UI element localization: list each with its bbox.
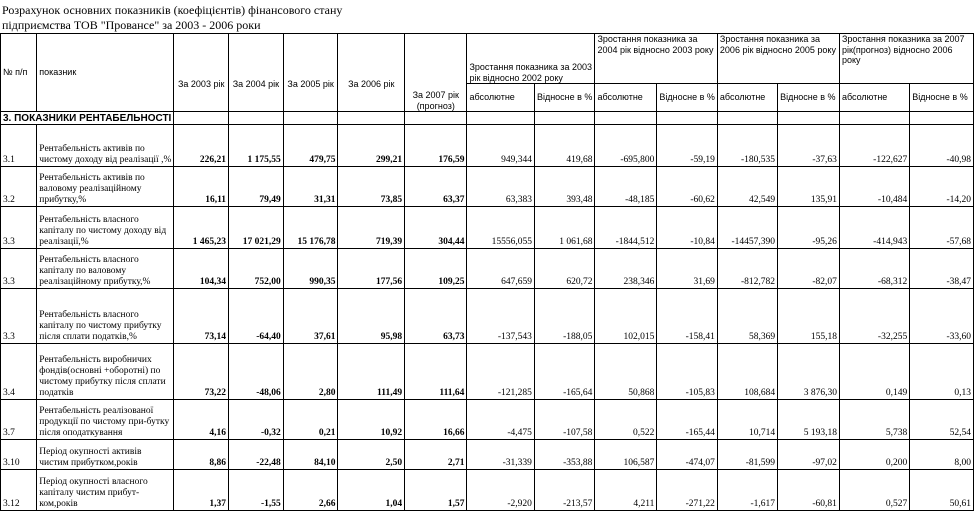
header-growth-2006-vs-2005: Зростання показника за 2006 рік відносно 2005 року (717, 34, 839, 84)
year-value: 479,75 (283, 125, 338, 167)
growth-value: -60,81 (778, 470, 840, 511)
row-number: 3.3 (1, 289, 37, 344)
table-row (1, 125, 974, 167)
growth-value: 620,72 (534, 249, 595, 289)
growth-value: -122,627 (839, 125, 909, 167)
year-value: 109,25 (405, 249, 467, 289)
indicator-name: Рентабельність активів по валовому реалізаційному прибутку,% (37, 167, 174, 207)
section-title: 3. ПОКАЗНИКИ РЕНТАБЕЛЬНОСТІ (1, 112, 174, 125)
year-value: 990,35 (283, 249, 338, 289)
year-value: 304,44 (405, 207, 467, 249)
year-value: 73,85 (338, 167, 405, 207)
growth-value: -57,68 (910, 207, 974, 249)
header-absolute: абсолютне (467, 84, 535, 112)
indicator-name: Рентабельність виробничих фондів(основні +оборотні) по чистому прибутку після сплати податків (37, 344, 174, 400)
growth-value: 0,149 (839, 344, 909, 400)
growth-value: 31,69 (657, 249, 718, 289)
growth-value: -812,782 (717, 249, 777, 289)
indicator-name: Рентабельність реалізованої продукції по чистому при-бутку після оподаткування (37, 400, 174, 440)
year-value: 104,34 (174, 249, 229, 289)
growth-value: -105,83 (657, 344, 718, 400)
growth-value: 3 876,30 (778, 344, 840, 400)
growth-value: 5 193,18 (778, 400, 840, 440)
indicator-name: Рентабельність власного капіталу по чистому доходу від реалізації,% (37, 207, 174, 249)
growth-value: 10,714 (717, 400, 777, 440)
growth-value: -10,84 (657, 207, 718, 249)
year-value: 10,92 (338, 400, 405, 440)
growth-value: -353,88 (534, 440, 595, 470)
growth-value: 0,522 (595, 400, 657, 440)
year-value: 16,11 (174, 167, 229, 207)
growth-value: -4,475 (467, 400, 535, 440)
table-row (1, 400, 974, 440)
growth-value: 135,91 (778, 167, 840, 207)
year-value: -22,48 (229, 440, 284, 470)
year-value: 4,16 (174, 400, 229, 440)
year-value: 111,49 (338, 344, 405, 400)
year-value: 1 465,23 (174, 207, 229, 249)
year-value: 111,64 (405, 344, 467, 400)
header-absolute: абсолютне (595, 84, 657, 112)
header-no: № п/п (1, 34, 37, 112)
growth-value: -474,07 (657, 440, 718, 470)
header-growth-2004-vs-2003: Зростання показника за 2004 рік відносно 2003 року (595, 34, 717, 84)
growth-value: -188,05 (534, 289, 595, 344)
growth-value: -31,339 (467, 440, 535, 470)
table-row (1, 470, 974, 511)
growth-value: -2,920 (467, 470, 535, 511)
growth-value: -414,943 (839, 207, 909, 249)
year-value: 0,21 (283, 400, 338, 440)
growth-value: -137,543 (467, 289, 535, 344)
row-number: 3.1 (1, 125, 37, 167)
row-number: 3.10 (1, 440, 37, 470)
year-value: 16,66 (405, 400, 467, 440)
growth-value: -180,535 (717, 125, 777, 167)
year-value: 1,37 (174, 470, 229, 511)
growth-value: -158,41 (657, 289, 718, 344)
growth-value: -213,57 (534, 470, 595, 511)
year-value: 84,10 (283, 440, 338, 470)
growth-value: 0,13 (910, 344, 974, 400)
indicator-name: Період окупності активів чистим прибутком,років (37, 440, 174, 470)
growth-value: 5,738 (839, 400, 909, 440)
indicator-name: Період окупності власного капіталу чистим прибут-ком,років (37, 470, 174, 511)
year-value: 226,21 (174, 125, 229, 167)
growth-value: -10,484 (839, 167, 909, 207)
year-value: 17 021,29 (229, 207, 284, 249)
growth-value: 15556,055 (467, 207, 535, 249)
growth-value: 1 061,68 (534, 207, 595, 249)
year-value: 95,98 (338, 289, 405, 344)
year-value: -64,40 (229, 289, 284, 344)
header-relative: Відносне в % (910, 84, 974, 112)
row-number: 3.2 (1, 167, 37, 207)
row-number: 3.7 (1, 400, 37, 440)
header-2004: За 2004 рік (229, 34, 284, 112)
growth-value: -60,62 (657, 167, 718, 207)
row-number: 3.3 (1, 207, 37, 249)
table-row (1, 167, 974, 207)
year-value: 752,00 (229, 249, 284, 289)
year-value: 73,22 (174, 344, 229, 400)
year-value: 1,57 (405, 470, 467, 511)
table-row (1, 440, 974, 470)
table-row (1, 289, 974, 344)
header-relative: Відносне в % (534, 84, 595, 112)
growth-value: -121,285 (467, 344, 535, 400)
year-value: 177,56 (338, 249, 405, 289)
growth-value: 0,200 (839, 440, 909, 470)
growth-value: 58,369 (717, 289, 777, 344)
header-2006: За 2006 рік (338, 34, 405, 112)
year-value: 1 175,55 (229, 125, 284, 167)
year-value: 79,49 (229, 167, 284, 207)
growth-value: -1,617 (717, 470, 777, 511)
year-value: 299,21 (338, 125, 405, 167)
growth-value: -14,20 (910, 167, 974, 207)
row-number: 3.4 (1, 344, 37, 400)
growth-value: 419,68 (534, 125, 595, 167)
year-value: -1,55 (229, 470, 284, 511)
growth-value: -38,47 (910, 249, 974, 289)
growth-value: 8,00 (910, 440, 974, 470)
growth-value: 102,015 (595, 289, 657, 344)
row-number: 3.3 (1, 249, 37, 289)
year-value: -48,06 (229, 344, 284, 400)
growth-value: 63,383 (467, 167, 535, 207)
indicator-name: Рентабельність власного капіталу по валовому реалізаційному прибутку,% (37, 249, 174, 289)
year-value: 2,66 (283, 470, 338, 511)
header-relative: Відносне в % (657, 84, 718, 112)
year-value: 73,14 (174, 289, 229, 344)
growth-value: -48,185 (595, 167, 657, 207)
row-number: 3.12 (1, 470, 37, 511)
growth-value: 52,54 (910, 400, 974, 440)
header-growth-2007-vs-2006: Зростання показника за 2007 рік(прогноз) відносно 2006 року (839, 34, 973, 84)
growth-value: -33,60 (910, 289, 974, 344)
document-title-line-1: Розрахунок основних показників (коефіцієнтів) фінансового стану (2, 3, 343, 17)
year-value: 31,31 (283, 167, 338, 207)
year-value: 8,86 (174, 440, 229, 470)
growth-value: -14457,390 (717, 207, 777, 249)
growth-value: 42,549 (717, 167, 777, 207)
growth-value: -32,255 (839, 289, 909, 344)
growth-value: -68,312 (839, 249, 909, 289)
growth-value: 50,61 (910, 470, 974, 511)
growth-value: 949,344 (467, 125, 535, 167)
year-value: 2,71 (405, 440, 467, 470)
year-value: 176,59 (405, 125, 467, 167)
year-value: 37,61 (283, 289, 338, 344)
year-value: 719,39 (338, 207, 405, 249)
growth-value: -165,64 (534, 344, 595, 400)
growth-value: 108,684 (717, 344, 777, 400)
table-row (1, 344, 974, 400)
growth-value: -37,63 (778, 125, 840, 167)
document-title-line-2: підприємства ТОВ "Провансе" за 2003 - 2006 роки (2, 18, 261, 32)
financial-indicators-table (0, 33, 974, 511)
header-indicator: показник (37, 34, 174, 112)
growth-value: 647,659 (467, 249, 535, 289)
header-absolute: абсолютне (839, 84, 909, 112)
growth-value: -40,98 (910, 125, 974, 167)
growth-value: 106,587 (595, 440, 657, 470)
growth-value: 393,48 (534, 167, 595, 207)
year-value: 63,73 (405, 289, 467, 344)
growth-value: -95,26 (778, 207, 840, 249)
growth-value: 155,18 (778, 289, 840, 344)
header-growth-2003-vs-2002: Зростання показника за 2003 рік відносно 2002 року (467, 34, 595, 84)
header-2005: За 2005 рік (283, 34, 338, 112)
growth-value: -271,22 (657, 470, 718, 511)
growth-value: 0,527 (839, 470, 909, 511)
year-value: 2,80 (283, 344, 338, 400)
growth-value: -1844,512 (595, 207, 657, 249)
table-row (1, 249, 974, 289)
header-2003: За 2003 рік (174, 34, 229, 112)
growth-value: -81,599 (717, 440, 777, 470)
growth-value: -107,58 (534, 400, 595, 440)
year-value: 1,04 (338, 470, 405, 511)
growth-value: -695,800 (595, 125, 657, 167)
growth-value: -165,44 (657, 400, 718, 440)
growth-value: 238,346 (595, 249, 657, 289)
table-row (1, 207, 974, 249)
header-absolute: абсолютне (717, 84, 777, 112)
indicator-name: Рентабельність власного капіталу по чистому прибутку після сплати податків,% (37, 289, 174, 344)
indicator-name: Рентабельність активів по чистому доходу від реалізації ,% (37, 125, 174, 167)
growth-value: 4,211 (595, 470, 657, 511)
year-value: -0,32 (229, 400, 284, 440)
year-value: 15 176,78 (283, 207, 338, 249)
growth-value: 50,868 (595, 344, 657, 400)
header-2007-forecast: За 2007 рік (прогноз) (405, 34, 467, 112)
growth-value: -97,02 (778, 440, 840, 470)
year-value: 63,37 (405, 167, 467, 207)
growth-value: -82,07 (778, 249, 840, 289)
header-relative: Відносне в % (778, 84, 840, 112)
growth-value: -59,19 (657, 125, 718, 167)
year-value: 2,50 (338, 440, 405, 470)
